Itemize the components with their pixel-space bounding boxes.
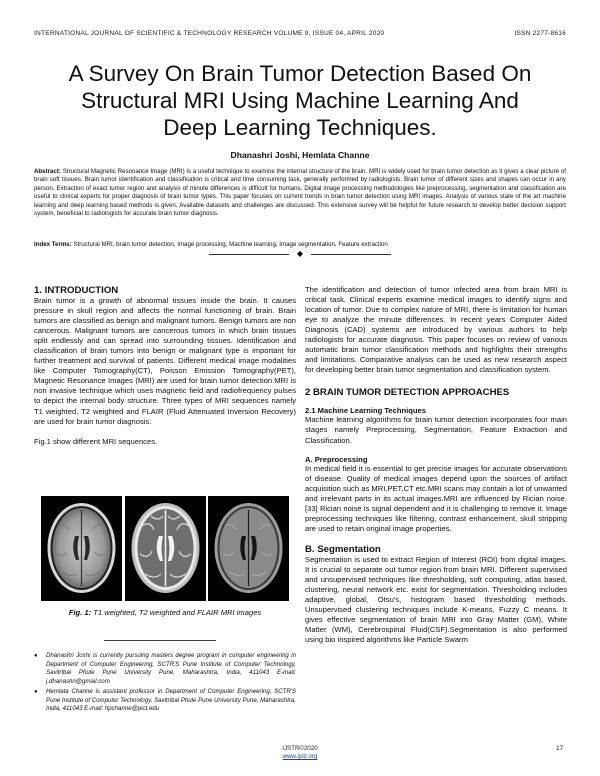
abstract <box>34 168 566 218</box>
t2-mri-image <box>125 496 206 601</box>
preprocessing-heading: A. Preprocessing <box>305 454 368 464</box>
paper-title <box>50 60 550 141</box>
intro-heading: 1. INTRODUCTION <box>34 285 119 296</box>
footnote-text: Dhanashri Joshi is currently pursuing masters degree program in computer engineering in Department of Computer Engineering, SCTR'S Pune Institute of Computer Technology, Savitribai Phule Pune University Pune, Maharashtra, India, 411043 E-mail: j.dhanashri@gmail.com <box>46 652 296 685</box>
right-column <box>305 285 567 645</box>
page-number: 17 <box>556 745 564 752</box>
intro-paragraph: Brain tumor is a growth of abnormal tissues inside the brain. It causes pressure in skull region and affects the normal functioning of brain. Brain tumors are classified as benign and malignant tumors. Benign tumors are non cancerous. Malignant tumors are cancerous tumors in which brain tissues split endlessly and can spread into surrounding tissues. Identification and classification of brain tumors into benign or malignant type is important for further treatment and survival of patients. Different medical image modalities like Computer Tomography(CT), Poisson Emission Tomography(PET), Magnetic Resonance Images (MRI) are used for brain tumor detection.MRI is non invasive technique which uses magnetic field and radiofrequency pulses to depict the internal body structure. Three types of MRI sequences namely T1 weighted, T2 weighted and FLAIR (Fluid Attenuated Inversion Recovery) are used for brain tumor diagnosis. <box>34 296 296 426</box>
footnote-item <box>34 688 296 714</box>
fig-reference: Fig.1 show different MRI sequences. <box>34 436 158 446</box>
index-terms-text: Structural MRI, brain tumor detection, Image processing, Machine learning, Image segmentation, Feature extraction <box>73 241 388 248</box>
footnote-rule <box>104 640 216 641</box>
index-terms-label: Index Terms: <box>34 241 72 248</box>
bullet-icon: ● <box>34 689 38 695</box>
separator-line-right <box>311 254 391 255</box>
title-line-1: A Survey On Brain Tumor Detection Based On <box>68 61 532 86</box>
preprocessing-text: In medical field it is essential to get precise images for accurate observations of disease. Quality of medical images depend upon the sources of artifact acquisition such as MRI,PET,CT etc.MRI scans may contain a lot of unwanted and irrelevant parts in its actual images.MRI are influenced by Rician noise.[33] Rician noise is signal dependent and it is challenging to remove it. Image preprocessing techniques like filtering, contrast enhancement, skull stripping are used to retain original image properties. <box>305 463 567 533</box>
footer-code: IJSTR©2020 <box>282 745 318 752</box>
issn: ISSN 2277-8616 <box>514 30 566 37</box>
separator-line-left <box>209 254 289 255</box>
segmentation-text: Segmentation is used to extract Region of Interest (ROI) from digital images. It is crucial to separate out tumor region from brain MRI. Different supervised and unsupervised techniques like thresholding, soft computing, atlas based, clustering, neural network etc. exist for segmentation. Thresholding includes adaptive, global, Otsu's, histogram based thresholding methods. Unsupervised clustering techniques include K-means, Fuzzy C means. It gives effective segmentation of brain MRI into Gray Matter (GM), White Matter (WM), Cerebrospinal Fluid(CSF).Segmentation is also performed using bio inspired algorithms like Particle Swarm <box>305 554 567 645</box>
figure-label: Fig. 1: <box>68 608 92 617</box>
section-2-1-heading: 2.1 Machine Learning Techniques <box>305 406 426 416</box>
figure-caption-text: T1 weighted, T2 weighted and FLAIR MRI images <box>91 608 262 617</box>
section-2-heading: 2 BRAIN TUMOR DETECTION APPROACHES <box>305 387 510 399</box>
footnote-text: Hemlata Channe is assistant professor in Department of Computer Engineering, SCTR'S Pune Institute of Computer Technology, Savitribai Phule Pune University Pune, Maharashtra, India, 411043 E-mail: hpchanne@pict.edu <box>46 688 296 712</box>
t1-mri-image <box>41 496 122 601</box>
figure-1-images <box>41 496 289 601</box>
page-footer <box>0 745 600 761</box>
title-line-2: Structural MRI Using Machine Learning And <box>81 88 519 113</box>
authors: Dhanashri Joshi, Hemlata Channe <box>230 150 370 160</box>
flair-mri-image <box>208 496 289 601</box>
abstract-label: Abstract: <box>34 168 61 175</box>
author-footnotes <box>34 652 296 716</box>
section-separator <box>0 249 600 259</box>
section-2-1-text: Machine learning algorithms for brain tumor detection incorporates four main stages namely Preprocessing, Segmentation, Feature Extraction and Classification. <box>305 415 567 445</box>
figure-1-caption <box>34 608 296 617</box>
journal-url-link[interactable]: www.ijstr.org <box>282 753 318 760</box>
journal-name: INTERNATIONAL JOURNAL OF SCIENTIFIC & TECHNOLOGY RESEARCH VOLUME 9, ISSUE 04, APRIL 2020 <box>34 30 385 37</box>
footnote-item <box>34 652 296 686</box>
title-line-3: Deep Learning Techniques. <box>163 115 437 140</box>
left-column <box>34 285 296 447</box>
abstract-text: Structural Magnetic Resonance Image (MRI) is a useful technique to examine the internal structure of the brain. MRI is widely used for brain tumor detection as it gives a clear picture of brain soft tissues. Brain tumor identification and classification is critical and time consuming task, generally performed by radiologists. Brain tumor of different sizes and shapes can occur in any person. Extraction of exact tumor region and analysis of minute differences is difficult for humans. Digital image processing methodologies like preprocessing, segmentation and classification are useful to clinical experts for proper diagnosis of brain tumor types. This paper focuses on current trends in brain tumor detection using MRI images. Analysis of various state of the art machine learning and deep learning based methods is given. Available datasets and challenges are discussed. This extensive survey will be helpful for future research to develop better decision support system, beneficial to radiologists for accurate brain tumor diagnosis. <box>34 168 566 218</box>
diamond-icon: ◆ <box>296 249 304 258</box>
bullet-icon: ● <box>34 653 38 659</box>
segmentation-heading: B. Segmentation <box>305 543 381 555</box>
intro-continuation: The identification and detection of tumor infected area from brain MRI is critical task. Clinical experts examine medical images to identify signs and location of tumor. Due to complex nature of MRI, there is limitation for human eye to analyze the minute differences. In recent years Computer Aided Diagnosis (CAD) systems are introduced by various authors to help radiologists for accurate diagnosis. This paper focuses on review of various automatic brain tumor classification methods and highlights their strengths and limitations. Comparative analysis can be used as new research aspect for developing better brain tumor segmentation and classification system. <box>305 285 567 375</box>
